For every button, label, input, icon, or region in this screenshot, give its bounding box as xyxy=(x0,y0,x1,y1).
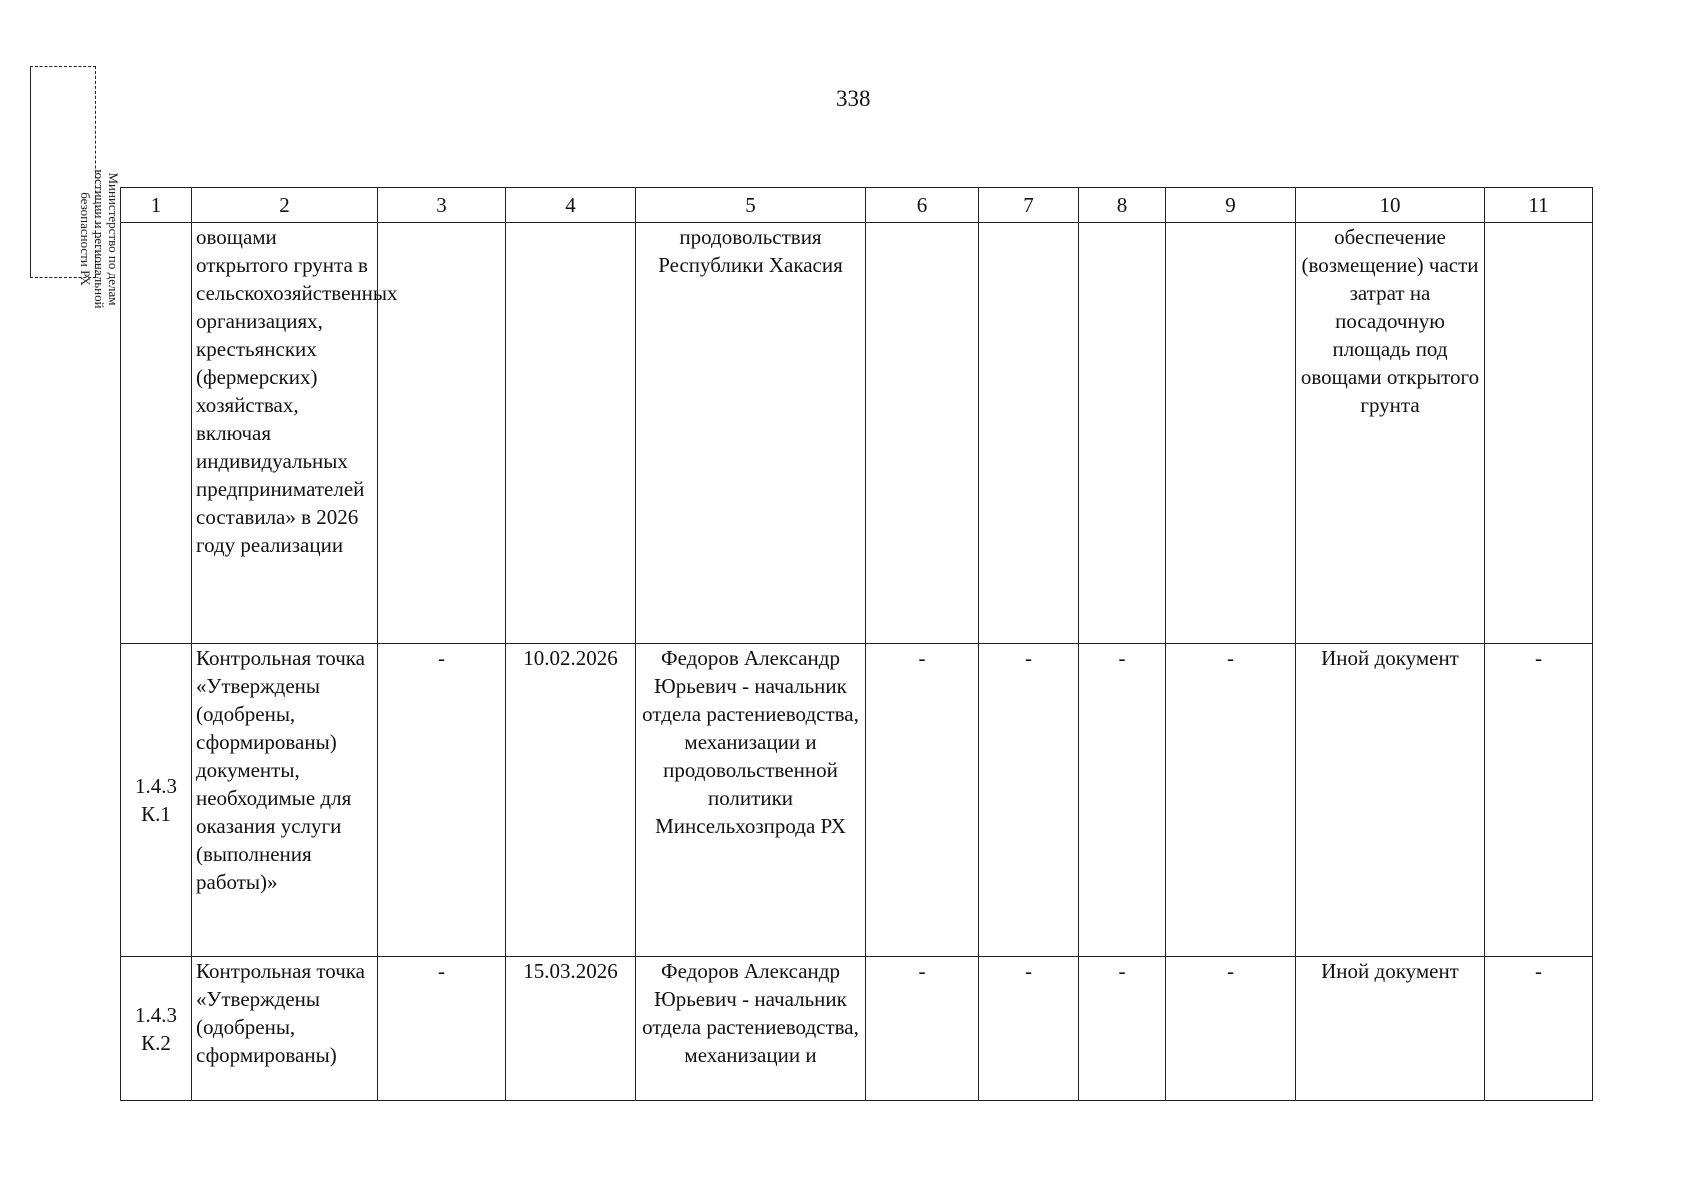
plan-table xyxy=(120,187,1593,1101)
column-header: 11 xyxy=(1485,188,1593,223)
registration-stamp xyxy=(30,66,121,309)
stamp-text xyxy=(78,133,120,345)
table-cell: - xyxy=(1166,644,1296,957)
column-header: 3 xyxy=(378,188,506,223)
table-cell: - xyxy=(378,957,506,1101)
column-header: 4 xyxy=(506,188,636,223)
table-cell xyxy=(1079,223,1166,644)
stamp-line: безопасности РХ xyxy=(78,192,93,286)
table-cell: - xyxy=(979,644,1079,957)
event-name-cell: овощами открытого грунта в сельскохозяйственных организациях, крестьянских (фермерских) хозяйствах, включая индивидуальных предпринимателей составила» в 2026 году реализации xyxy=(192,223,378,644)
table-cell: - xyxy=(866,644,979,957)
table-cell xyxy=(979,223,1079,644)
table-row xyxy=(121,223,1593,644)
row-number-cell xyxy=(121,223,192,644)
table-cell: - xyxy=(866,957,979,1101)
stamp-line: Министерство по делам xyxy=(106,172,121,306)
responsible-cell: продовольствия Республики Хакасия xyxy=(636,223,866,644)
event-name-cell: Контрольная точка «Утверждены (одобрены, сформированы) документы, необходимые для оказания услуги (выполнения работы)» xyxy=(192,644,378,957)
table-row xyxy=(121,644,1593,957)
table-cell: - xyxy=(979,957,1079,1101)
table-header-row xyxy=(121,188,1593,223)
column-header: 1 xyxy=(121,188,192,223)
column-header: 8 xyxy=(1079,188,1166,223)
row-number-cell: 1.4.3 К.2 xyxy=(121,957,192,1101)
date-cell xyxy=(506,223,636,644)
page-number: 338 xyxy=(836,86,871,111)
column-header: 10 xyxy=(1296,188,1485,223)
column-header: 9 xyxy=(1166,188,1296,223)
stamp-line: юстиции и региональной xyxy=(92,169,107,309)
row-number-cell: 1.4.3 К.1 xyxy=(121,644,192,957)
table-cell xyxy=(1166,223,1296,644)
table-cell xyxy=(866,223,979,644)
table-cell: - xyxy=(1485,644,1593,957)
event-name-cell: Контрольная точка «Утверждены (одобрены, сформированы) xyxy=(192,957,378,1101)
table-cell: - xyxy=(1079,957,1166,1101)
responsible-cell: Федоров Александр Юрьевич - начальник отдела растениеводства, механизации и xyxy=(636,957,866,1101)
table-cell xyxy=(1485,223,1593,644)
table-row xyxy=(121,957,1593,1101)
document-type-cell: Иной документ xyxy=(1296,957,1485,1101)
responsible-cell: Федоров Александр Юрьевич - начальник отдела растениеводства, механизации и продовольственной политики Минсельхозпрода РХ xyxy=(636,644,866,957)
column-header: 7 xyxy=(979,188,1079,223)
document-type-cell: Иной документ xyxy=(1296,644,1485,957)
column-header: 2 xyxy=(192,188,378,223)
date-cell: 10.02.2026 xyxy=(506,644,636,957)
table-cell: - xyxy=(378,644,506,957)
column-header: 6 xyxy=(866,188,979,223)
table-cell: - xyxy=(1079,644,1166,957)
date-cell: 15.03.2026 xyxy=(506,957,636,1101)
column-header: 5 xyxy=(636,188,866,223)
table-cell: - xyxy=(1485,957,1593,1101)
document-type-cell: обеспечение (возмещение) части затрат на посадочную площадь под овощами открытого грунта xyxy=(1296,223,1485,644)
table-cell: - xyxy=(1166,957,1296,1101)
